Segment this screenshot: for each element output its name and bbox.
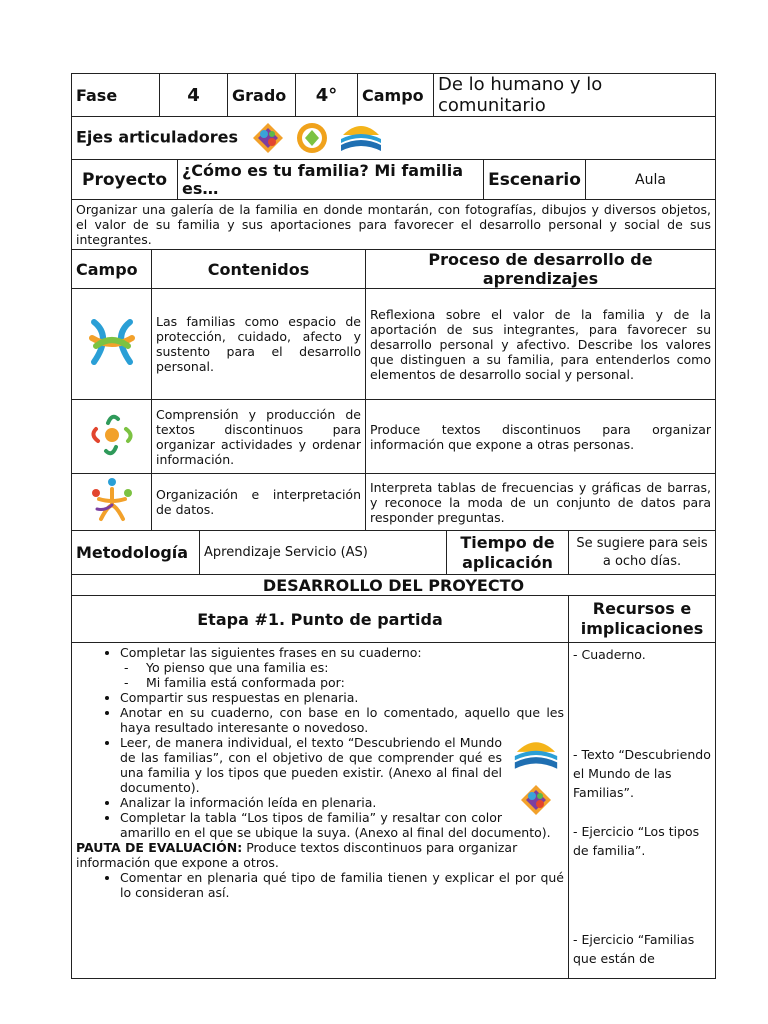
table-row [72,400,716,474]
lectura-icon [339,121,383,155]
recurso-item: - Cuaderno. [573,647,646,662]
actividades-cell [72,643,569,979]
tiempo-label: Tiempo de aplicación [447,531,569,575]
contenido-text: Las familias como espacio de protección, cuidado, afecto y sustento para el desarrollo personal. [152,289,366,400]
proceso-text: Produce textos discontinuos para organizar información que expone a otras personas. [366,400,716,474]
campo-value: De lo humano y lo comunitario [434,74,716,117]
descripcion-table [71,199,716,250]
contenidos-table [71,249,716,531]
ejes-table [71,116,716,160]
campo-icon-cell [72,474,152,531]
escenario-label: Escenario [484,160,586,200]
campo-icon-cell [72,289,152,400]
campo-icon-cell [72,400,152,474]
recursos-label: Recursos e implicaciones [569,596,716,643]
project-description: Organizar una galería de la familia en donde montarán, con fotografías, dibujos y diversos objetos, el valor de su familia y sus aportaciones para favorecer el desarrollo personal y social de sus integrantes. [72,200,716,250]
escenario-value: Aula [586,160,716,200]
desarrollo-title: DESARROLLO DEL PROYECTO [72,575,716,596]
list-item: • Completar la tabla “Los tipos de familia” y resaltar con color amarillo en el que se ubique la suya. (Anexo al final del documento). [120,810,564,840]
contenido-text: Organización e interpretación de datos. [152,474,366,531]
campo-saberes-icon [87,475,137,525]
list-item: • Leer, de manera individual, el texto “Descubriendo el Mundo de las familias”, con el objetivo de que comprender qué es una familia y los tipos que pueden existir. (Anexo al final del documento). [120,735,564,795]
desarrollo-table [71,574,716,979]
list-item: • Comentar en plenaria qué tipo de familia tienen y explicar el por qué lo consideran así. [120,870,564,900]
interculturalidad-icon [519,783,553,817]
ejes-cell [72,117,716,160]
activity-list [76,645,564,840]
metodologia-label: Metodología [72,531,200,575]
table-row [72,474,716,531]
proyecto-label: Proyecto [72,160,178,200]
fase-label: Fase [72,74,160,117]
etapa-title: Etapa #1. Punto de partida [72,596,569,643]
proyecto-table [71,159,716,200]
proceso-text: Interpreta tablas de frecuencias y gráficas de barras, y reconoce la moda de un conjunto de datos para responder preguntas. [366,474,716,531]
header-table [71,73,716,117]
table-row [72,289,716,400]
vida-saludable-icon [295,121,329,155]
recurso-item: - Ejercicio “Familias que están de [573,932,695,966]
col-campo-header: Campo [72,250,152,289]
recurso-item: - Texto “Descubriendo el Mundo de las Familias”. [573,747,711,800]
fase-value: 4 [160,74,228,117]
pauta-label: PAUTA DE EVALUACIÓN: [76,840,243,855]
inline-icons [508,735,564,817]
list-item: - Mi familia está conformada por: [146,675,564,690]
col-contenidos-header: Contenidos [152,250,366,289]
recursos-cell [569,643,716,979]
campo-lenguajes-icon [88,411,136,459]
list-item: • Anotar en su cuaderno, con base en lo comentado, aquello que les haya resultado interesante o novedoso. [120,705,564,735]
col-proceso-header: Proceso de desarrollo de aprendizajes [366,250,716,289]
list-item: - Yo pienso que una familia es: [146,660,564,675]
metodologia-table [71,530,716,575]
proyecto-title: ¿Cómo es tu familia? Mi familia es… [178,160,484,200]
metodologia-value: Aprendizaje Servicio (AS) [200,531,447,575]
pauta-text: Produce textos discontinuos para organizar información que expone a otros. [76,840,518,870]
list-item: • Compartir sus respuestas en plenaria. [120,690,564,705]
contenido-text: Comprensión y producción de textos discontinuos para organizar actividades y ordenar información. [152,400,366,474]
ejes-icons [251,121,383,155]
campo-label: Campo [358,74,434,117]
grado-value: 4° [296,74,358,117]
grado-label: Grado [228,74,296,117]
lectura-icon [511,737,561,773]
proceso-text: Reflexiona sobre el valor de la familia y de la aportación de sus integrantes, para favorecer su desarrollo personal y afectivo. Describe los valores que distinguen a su familia, para entenderlos como elementos de desarrollo social y personal. [366,289,716,400]
planeacion-document [71,73,716,979]
campo-humano-icon [86,316,138,368]
ejes-label: Ejes articuladores [76,127,239,147]
list-item: • Completar las siguientes frases en su cuaderno: - Yo pienso que una familia es: - Mi familia está conformada por: [120,645,564,690]
interculturalidad-icon [251,121,285,155]
pauta-evaluacion [76,840,564,870]
recurso-item: - Ejercicio “Los tipos de familia”. [573,824,700,858]
list-item: • Analizar la información leída en plenaria. [120,795,564,810]
activity-list [76,870,564,900]
tiempo-value: Se sugiere para seis a ocho días. [569,531,716,575]
